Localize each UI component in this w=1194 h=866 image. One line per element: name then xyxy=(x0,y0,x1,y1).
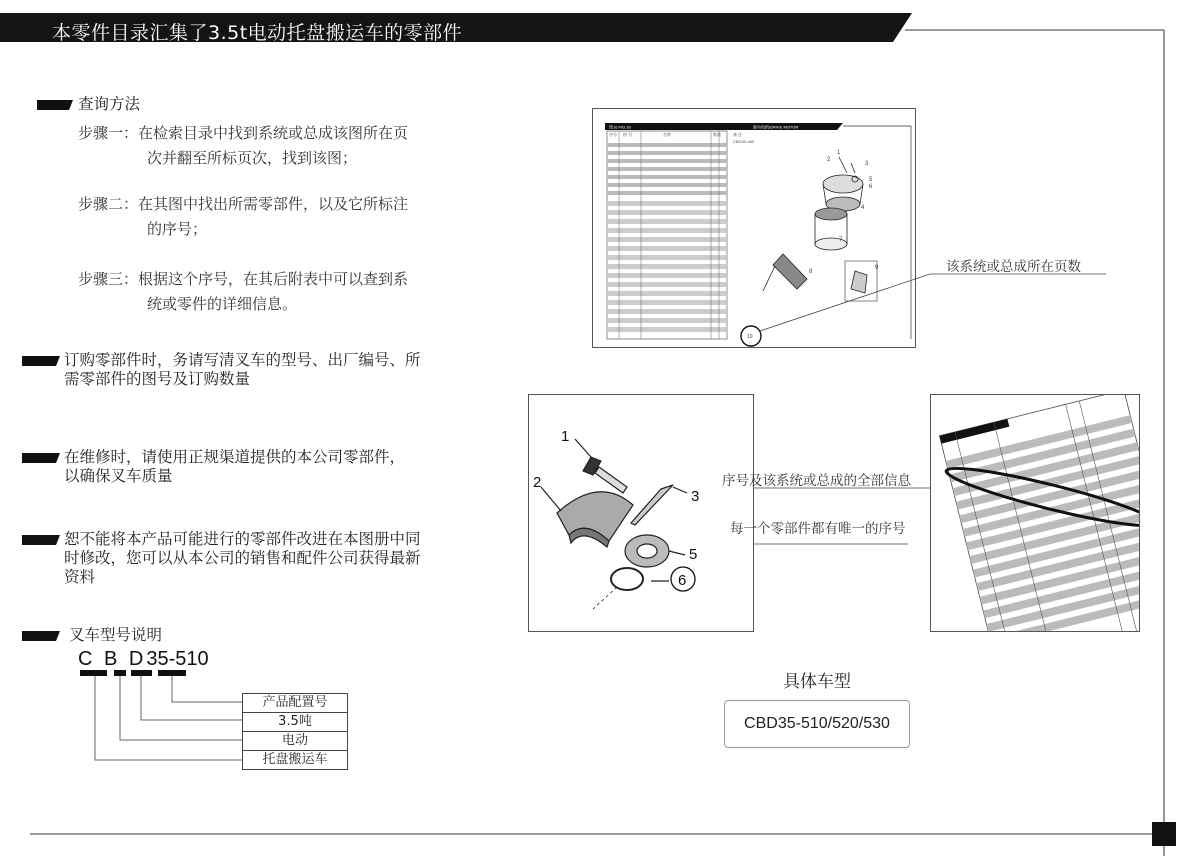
label-2: 2 xyxy=(533,474,542,491)
callout-full-info: 序号及该系统或总成的全部信息 xyxy=(722,473,911,489)
code-letter-d: D xyxy=(128,648,147,670)
col-header-no: 序号 xyxy=(609,132,617,137)
svg-text:2: 2 xyxy=(827,157,831,163)
svg-text:3: 3 xyxy=(865,161,869,167)
svg-text:7: 7 xyxy=(839,237,843,243)
sample-remark: CBD20-160 xyxy=(733,139,754,144)
col-header-name: 名称 xyxy=(663,132,671,137)
step-two: 步骤二：在其图中找出所需零部件，以及它所标注 的序号； xyxy=(78,195,409,238)
page-title: 本零件目录汇集了3.5t电动托盘搬运车的零部件 xyxy=(52,22,463,44)
code-number: 35-510 xyxy=(146,648,209,670)
step-one: 步骤一：在检索目录中找到系统或总成该图所在页 次并翻至所标页次，找到该图； xyxy=(78,124,409,167)
col-header-partno: 图 号 xyxy=(623,132,633,137)
legend-config: 产品配置号 xyxy=(242,693,348,713)
legend-pallet-truck: 托盘搬运车 xyxy=(242,750,348,770)
col-header-qty: 数量 xyxy=(713,132,721,137)
order-note: 订购零部件时，务请写清叉车的型号、出厂编号、所 需零部件的图号及订购数量 xyxy=(22,351,421,389)
specific-model-title: 具体车型 xyxy=(783,672,851,692)
svg-text:8: 8 xyxy=(809,269,813,275)
label-3: 3 xyxy=(691,488,700,505)
label-5: 5 xyxy=(689,546,698,563)
code-letter-b: B xyxy=(104,648,121,670)
legend-electric: 电动 xyxy=(242,731,348,751)
query-heading: 查询方法 xyxy=(37,94,140,114)
specific-model-box: CBD35-510/520/530 xyxy=(724,700,910,748)
improve-note: 恕不能将本产品可能进行的零部件改进在本图册中同 时修改，您可以从本公司的销售和配件公司获得最新 资料 xyxy=(22,530,421,587)
svg-text:5: 5 xyxy=(869,177,873,183)
legend-tonnage: 3.5吨 xyxy=(242,712,348,732)
label-1: 1 xyxy=(561,428,570,445)
sample-page-header: 图16 FIG.16 xyxy=(609,124,631,130)
col-header-remark: 备 注 xyxy=(733,132,743,137)
model-heading: 叉车型号说明 xyxy=(22,625,162,645)
detail-drawing-svg xyxy=(529,395,753,631)
svg-text:9: 9 xyxy=(875,265,879,271)
svg-text:4: 4 xyxy=(861,205,865,211)
callout-unique-no: 每一个零部件都有唯一的序号 xyxy=(730,521,906,537)
step-three: 步骤三：根据这个序号，在其后附表中可以查到系 统或零件的详细信息。 xyxy=(78,270,409,313)
code-letter-c: C xyxy=(78,648,96,670)
sample-page-number: 10 xyxy=(747,334,753,340)
sample-page-right-header: 驱动电机/DRIVE MOTOR xyxy=(753,124,799,130)
tilted-table-svg xyxy=(931,395,1139,631)
callout-page-info: 该系统或总成所在页数 xyxy=(946,259,1081,275)
svg-text:1: 1 xyxy=(837,150,841,156)
repair-note: 在维修时，请使用正规渠道提供的本公司零部件， 以确保叉车质量 xyxy=(22,448,405,486)
detail-drawing-panel xyxy=(528,394,754,632)
svg-text:6: 6 xyxy=(869,184,873,190)
label-6: 6 xyxy=(678,572,687,589)
tilted-table-panel xyxy=(930,394,1140,632)
